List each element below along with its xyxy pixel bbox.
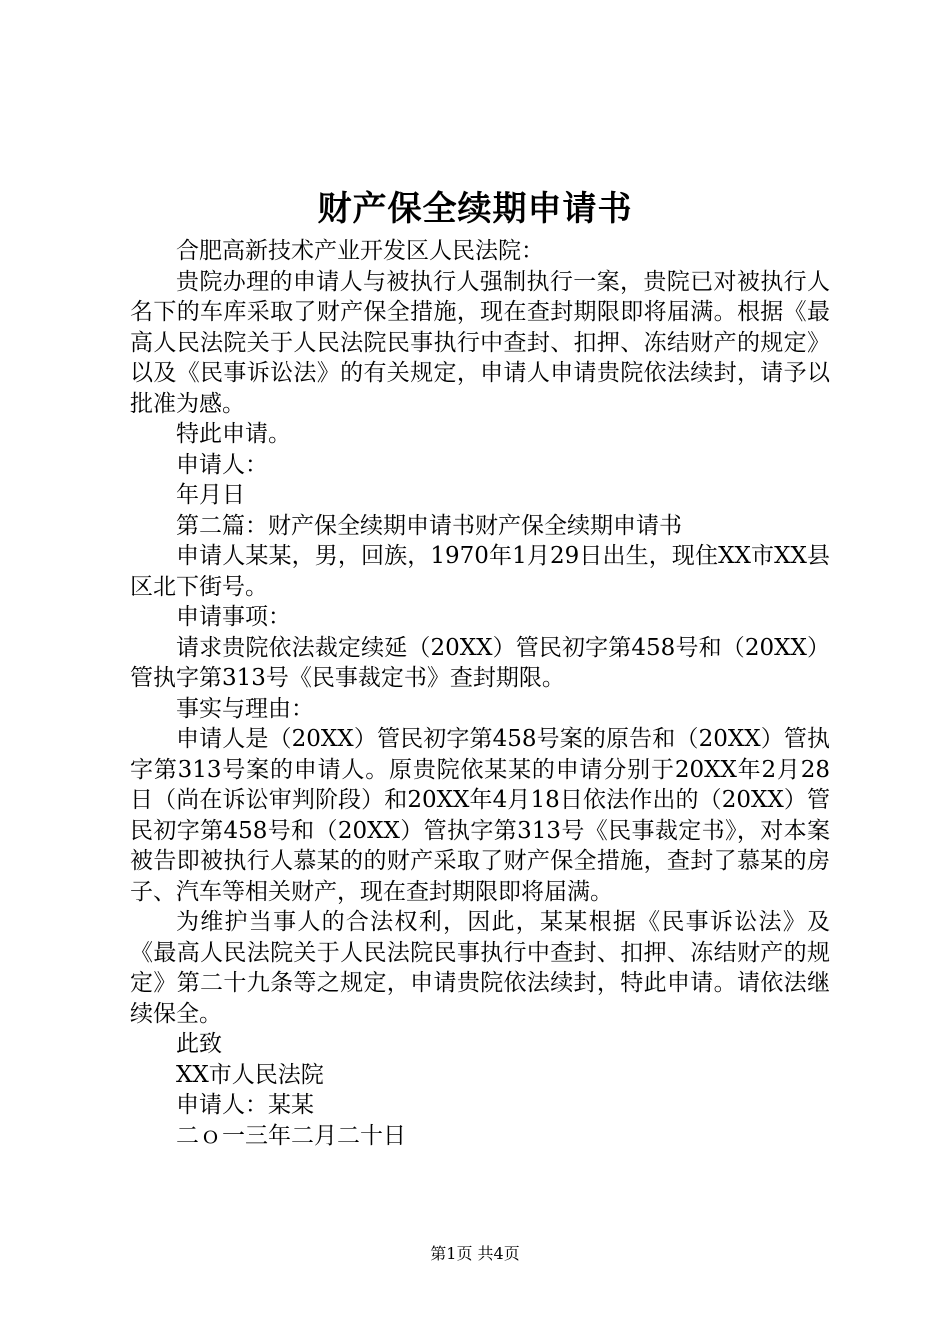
document-title: 财产保全续期申请书 [317, 189, 633, 229]
paragraph-closing: 特此申请。 [176, 421, 291, 447]
paragraph-request-body: 贵院办理的申请人与被执行人强制执行一案，贵院已对被执行人名下的车库采取了财产保全措施，现在查封期限即将届满。根据《最高人民法院关于人民法院民事执行中查封、扣押、冻结财产的规定》以及《民事诉讼法》的有关规定，申请人申请贵院依法续封，请予以批准为感。 [130, 268, 830, 417]
paragraph-applicant-label: 申请人： [176, 451, 268, 478]
paragraph-salutation: 此致 [176, 1031, 222, 1057]
paragraph-applicant-info: 申请人某某，男，回族，1970年1月29日出生，现住XX市XX县区北下街号。 [130, 543, 830, 600]
page-indicator: 第1页 共4页 [430, 1244, 520, 1263]
paragraph-request-items: 请求贵院依法裁定续延（20XX）管民初字第458号和（20XX）管执字第313号《民事裁定书》查封期限。 [130, 634, 830, 691]
paragraph-facts-label: 事实与理由： [176, 695, 314, 722]
paragraph-addressee: 合肥高新技术产业开发区人民法院： [176, 238, 544, 264]
paragraph-signature: 申请人：某某 [176, 1092, 314, 1118]
paragraph-facts: 申请人是（20XX）管民初字第458号案的原告和（20XX）管执字第313号案的申请人。原贵院依某某的申请分别于20XX年2月28日（尚在诉讼审判阶段）和20XX年4月18日依法作出的（20XX）管民初字第458号和（20XX）管执字第313号《民事裁定书》，对本案被告即被执行人慕某的的财产采取了财产保全措施，查封了慕某的房子、汽车等相关财产，现在查封期限即将届满。 [130, 726, 830, 905]
paragraph-reasons: 为维护当事人的合法权利，因此，某某根据《民事诉讼法》及《最高人民法院关于人民法院民事执行中查封、扣押、冻结财产的规定》第二十九条等之规定，申请贵院依法续封，特此申请。请依法继续保全。 [130, 909, 830, 1027]
document-body [130, 236, 830, 1151]
paragraph-request-items-label: 申请事项： [176, 604, 291, 630]
paragraph-second-title: 第二篇：财产保全续期申请书财产保全续期申请书 [176, 512, 682, 539]
paragraph-date-label: 年月日 [176, 482, 245, 508]
paragraph-signed-date: 二ｏ一三年二月二十日 [176, 1122, 406, 1149]
paragraph-recipient: XX市人民法院 [176, 1061, 324, 1088]
